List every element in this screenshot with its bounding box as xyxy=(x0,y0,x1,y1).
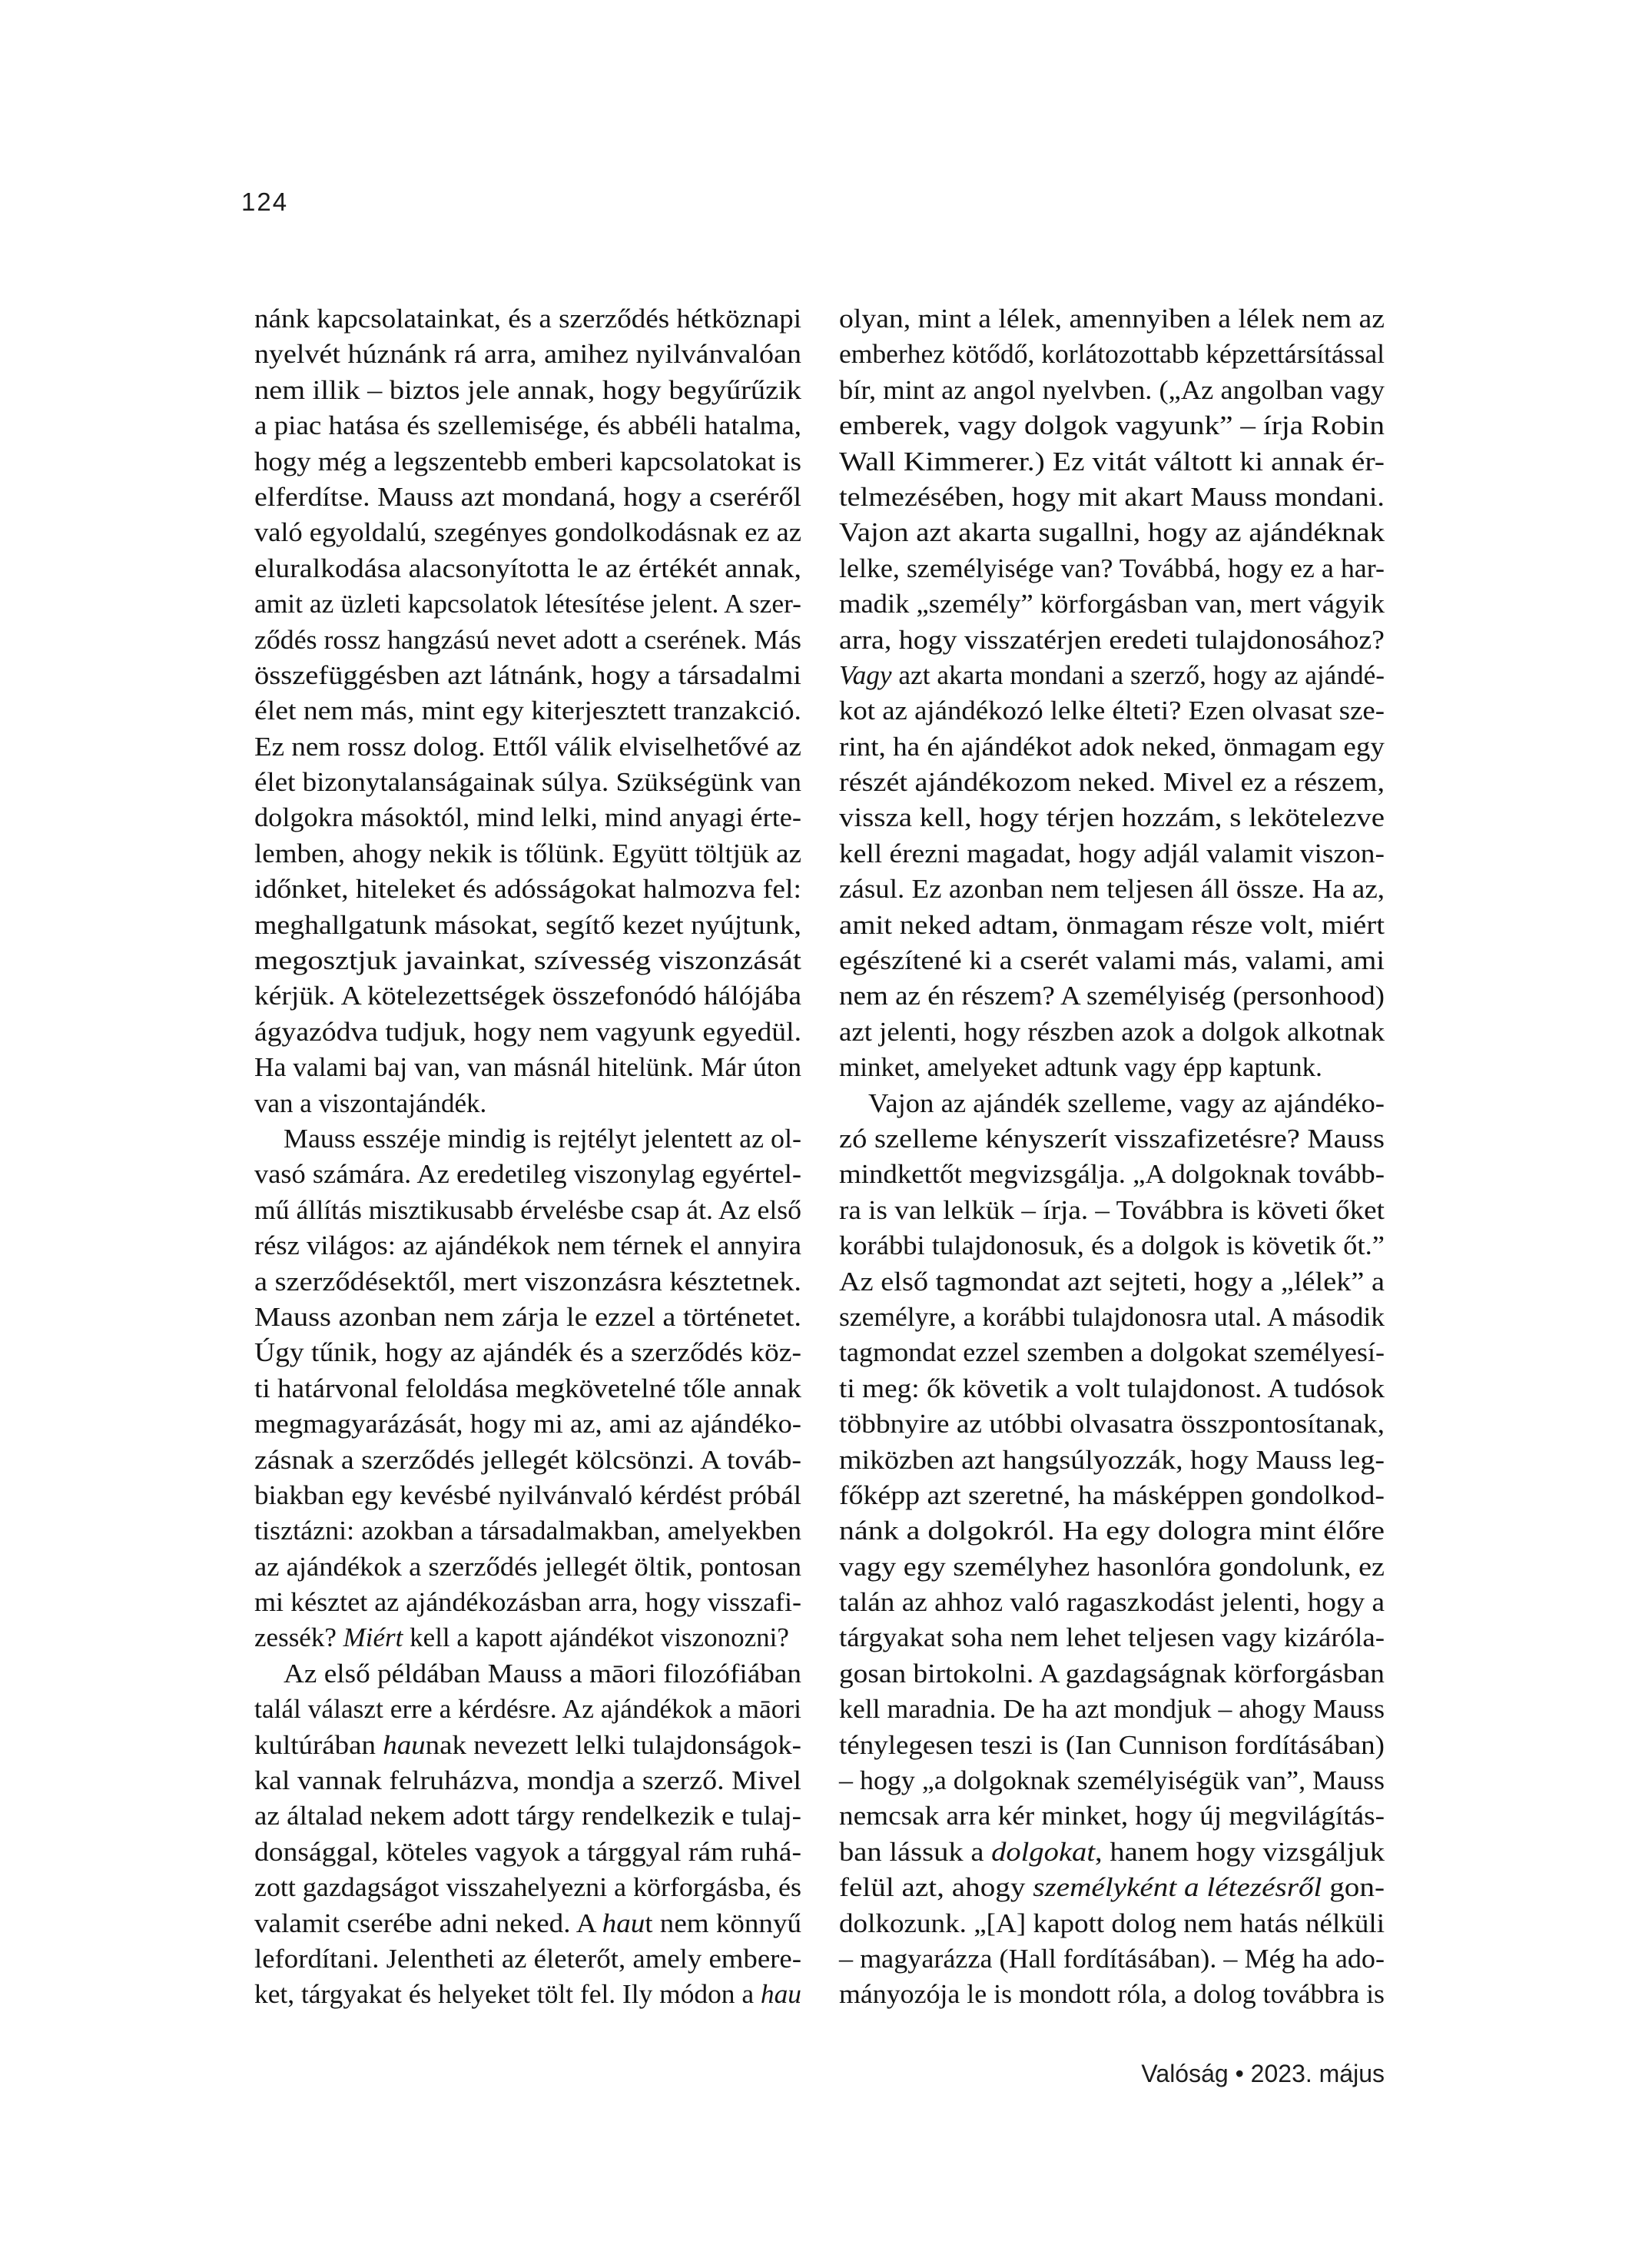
text-line xyxy=(839,1478,1385,1513)
text-line xyxy=(839,480,1385,515)
text-line xyxy=(254,729,801,765)
text-line xyxy=(254,586,801,622)
text-line xyxy=(839,1906,1385,1941)
text-line-content: való egyoldalú, szegényes gondolkodásnak ez az xyxy=(254,517,801,548)
text-line-content: nem illik – biztos jele annak, hogy begyűrűzik xyxy=(254,374,801,405)
text-line-content: a piac hatása és szellemisége, és abbéli hatalma, xyxy=(254,410,801,441)
text-line xyxy=(254,1656,801,1692)
text-line-content: kal vannak felruházva, mondja a szerző. Mivel xyxy=(254,1765,801,1796)
text-line xyxy=(254,836,801,872)
text-line-content: élet nem más, mint egy kiterjesztett tranzakció. xyxy=(254,696,801,726)
text-line xyxy=(254,1585,801,1620)
journal-footer: Valóság • 2023. május xyxy=(1141,2060,1385,2087)
text-line-content: ti meg: ők követik a volt tulajdonost. A tudósok xyxy=(839,1373,1385,1403)
text-line xyxy=(254,872,801,907)
text-line xyxy=(254,1050,801,1085)
text-line xyxy=(839,1335,1385,1370)
text-line-content: madik „személy” körforgásban van, mert vágyik xyxy=(839,589,1385,619)
text-line-content: vissza kell, hogy térjen hozzám, s lekötelezve xyxy=(839,802,1385,833)
text-line-content: dolgokra másoktól, mind lelki, mind anyagi érte- xyxy=(254,802,801,833)
text-line-content: mi késztet az ajándékozásban arra, hogy visszafi- xyxy=(254,1587,801,1618)
text-line-content: Wall Kimmerer.) Ez vitát váltott ki annak ér- xyxy=(839,446,1385,477)
text-line-content: tagmondat ezzel szemben a dolgokat személyesí- xyxy=(839,1337,1385,1368)
text-line-content: többnyire az utóbbi olvasatra összpontosítanak, xyxy=(839,1409,1385,1439)
column-left xyxy=(254,301,801,2013)
text-line xyxy=(839,444,1385,480)
text-line xyxy=(254,1086,801,1121)
text-line xyxy=(254,337,801,372)
text-line-content: a szerződésektől, mert viszonzásra késztetnek. xyxy=(254,1266,801,1297)
text-line-content: megosztjuk javainkat, szívesség viszonzását xyxy=(254,945,801,976)
text-line xyxy=(839,1763,1385,1798)
text-line-content: élet bizonytalanságainak súlya. Szükségünk van xyxy=(254,767,801,798)
text-line-content: emberhez kötődő, korlátozottabb képzettársítással xyxy=(839,339,1385,370)
text-line xyxy=(839,1050,1385,1085)
text-line-content: azt jelenti, hogy részben azok a dolgok alkotnak xyxy=(839,1016,1385,1047)
text-line-content: elferdítse. Mauss azt mondaná, hogy a cseréről xyxy=(254,481,801,512)
text-line xyxy=(839,1086,1385,1121)
text-line-content: zessék? Miért kell a kapott ajándékot viszonozni? xyxy=(254,1622,789,1653)
text-line-content: tisztázni: azokban a társadalmakban, amelyekben xyxy=(254,1516,801,1546)
text-line xyxy=(254,943,801,978)
text-line-content: – hogy „a dolgoknak személyiségük van”, Mauss xyxy=(839,1765,1385,1796)
text-line-content: nemcsak arra kér minket, hogy új megvilágítás- xyxy=(839,1801,1385,1831)
text-line xyxy=(254,1406,801,1442)
text-line-content: Ez nem rossz dolog. Ettől válik elviselhetővé az xyxy=(254,731,801,762)
text-line xyxy=(254,1371,801,1406)
text-line xyxy=(839,693,1385,729)
text-line xyxy=(839,1157,1385,1192)
text-line-content: talán az ahhoz való ragaszkodást jelenti, hogy a xyxy=(839,1587,1385,1618)
text-line-content: az általad nekem adott tárgy rendelkezik e tulaj- xyxy=(254,1801,801,1831)
text-line xyxy=(254,1121,801,1157)
text-line-content: zásul. Ez azonban nem teljesen áll össze. Ha az, xyxy=(839,874,1385,905)
text-line-content: kell maradnia. De ha azt mondjuk – ahogy Mauss xyxy=(839,1694,1385,1725)
text-line xyxy=(839,1977,1385,2012)
text-line xyxy=(254,1977,801,2012)
text-line-content: nánk a dolgokról. Ha egy dologra mint élőre xyxy=(839,1516,1385,1546)
text-line xyxy=(839,515,1385,550)
text-line-content: tárgyakat soha nem lehet teljesen vagy kizáróla- xyxy=(839,1622,1385,1653)
text-line xyxy=(254,1870,801,1905)
text-line xyxy=(839,1585,1385,1620)
text-line-content: Vagy azt akarta mondani a szerző, hogy az ajándé- xyxy=(839,659,1385,690)
text-line-content: Az első példában Mauss a māori filozófiában xyxy=(284,1658,801,1689)
text-line-content: időnket, hiteleket és adósságokat halmozva fel: xyxy=(254,874,801,905)
text-line-content: mű állítás misztikusabb érvelésbe csap át. Az első xyxy=(254,1194,801,1225)
text-line xyxy=(254,1798,801,1834)
text-line xyxy=(839,658,1385,693)
text-line xyxy=(839,978,1385,1014)
text-line xyxy=(254,1443,801,1478)
text-line-content: dolkozunk. „[A] kapott dolog nem hatás nélküli xyxy=(839,1908,1385,1938)
text-line-content: Az első tagmondat azt sejteti, hogy a „lélek” a xyxy=(839,1266,1385,1297)
text-line xyxy=(839,800,1385,835)
text-line-content: gosan birtokolni. A gazdagságnak körforgásban xyxy=(839,1658,1385,1689)
text-line xyxy=(839,1513,1385,1549)
text-line-content: minket, amelyeket adtunk vagy épp kaptunk. xyxy=(839,1052,1322,1083)
text-line-content: nánk kapcsolatainkat, és a szerződés hétköznapi xyxy=(254,304,801,334)
text-line-content: ra is van lelkük – írja. – Továbbra is követi őket xyxy=(839,1194,1385,1225)
text-line xyxy=(254,1513,801,1549)
text-line xyxy=(839,943,1385,978)
text-line xyxy=(839,301,1385,337)
text-line xyxy=(254,1478,801,1513)
text-line-content: Mauss esszéje mindig is rejtélyt jelentett az ol- xyxy=(284,1123,801,1154)
text-line xyxy=(839,908,1385,943)
text-line-content: kultúrában haunak nevezett lelki tulajdonságok- xyxy=(254,1729,801,1760)
text-line-content: főképp azt szeretné, ha másképpen gondolkod- xyxy=(839,1479,1385,1510)
text-line xyxy=(254,908,801,943)
text-line xyxy=(839,337,1385,372)
text-line-content: donsággal, köteles vagyok a tárggyal rám ruhá- xyxy=(254,1836,801,1867)
text-line-content: részét ajándékozom neked. Mivel ez a részem, xyxy=(839,767,1385,798)
text-line-content: lelke, személyisége van? Továbbá, hogy ez a har- xyxy=(839,553,1385,583)
text-line-content: összefüggésben azt látnánk, hogy a társadalmi xyxy=(254,659,801,690)
text-line-content: személyre, a korábbi tulajdonosra utal. A második xyxy=(839,1301,1385,1332)
text-line xyxy=(839,1264,1385,1300)
text-line-content: lemben, ahogy nekik is tőlünk. Együtt töltjük az xyxy=(254,838,801,868)
text-line xyxy=(839,1443,1385,1478)
text-line xyxy=(254,1157,801,1192)
text-line-content: amit az üzleti kapcsolatok létesítése jelent. A szer- xyxy=(254,589,801,619)
text-line xyxy=(839,836,1385,872)
text-line xyxy=(254,1941,801,1977)
text-line-content: bír, mint az angol nyelvben. („Az angolban vagy xyxy=(839,374,1385,405)
text-line xyxy=(254,515,801,550)
text-line-content: hogy még a legszentebb emberi kapcsolatokat is xyxy=(254,446,801,477)
text-line xyxy=(839,1193,1385,1228)
text-line xyxy=(839,586,1385,622)
text-line xyxy=(254,1549,801,1585)
text-line-content: az ajándékok a szerződés jellegét öltik, pontosan xyxy=(254,1551,801,1582)
text-line xyxy=(254,1835,801,1870)
text-line-content: van a viszontajándék. xyxy=(254,1088,487,1118)
text-line-content: talál választ erre a kérdésre. Az ajándékok a māori xyxy=(254,1694,801,1725)
text-line-content: nyelvét húznánk rá arra, amihez nyilvánvalóan xyxy=(254,339,801,370)
text-line xyxy=(254,1692,801,1727)
text-line xyxy=(839,551,1385,586)
text-line-content: zó szelleme kényszerít visszafizetésre? Mauss xyxy=(839,1123,1385,1154)
text-line-content: ban lássuk a dolgokat, hanem hogy vizsgáljuk xyxy=(839,1836,1385,1867)
text-line xyxy=(254,1014,801,1050)
text-line-content: Vajon az ajándék szelleme, vagy az ajándéko- xyxy=(868,1088,1385,1118)
text-line-content: zott gazdagságot visszahelyezni a körforgásba, és xyxy=(254,1872,801,1903)
text-line-content: mányozója le is mondott róla, a dolog továbbra is xyxy=(839,1979,1385,2010)
text-line-content: megmagyarázását, hogy mi az, ami az ajándéko- xyxy=(254,1409,801,1439)
text-line xyxy=(254,551,801,586)
text-line xyxy=(839,872,1385,907)
text-line xyxy=(839,1870,1385,1905)
text-line xyxy=(254,444,801,480)
text-line-content: telmezésében, hogy mit akart Mauss mondani. xyxy=(839,481,1385,512)
text-line xyxy=(839,1656,1385,1692)
text-line xyxy=(839,1406,1385,1442)
text-line xyxy=(254,765,801,800)
text-line-content: rint, ha én ajándékot adok neked, önmagam egy xyxy=(839,731,1385,762)
text-line xyxy=(839,1549,1385,1585)
text-line-content: korábbi tulajdonosuk, és a dolgok is követik őt.” xyxy=(839,1230,1385,1261)
text-line xyxy=(254,480,801,515)
text-line-content: zásnak a szerződés jellegét kölcsönzi. A továb- xyxy=(254,1444,801,1475)
text-line-content: olyan, mint a lélek, amennyiben a lélek nem az xyxy=(839,304,1385,334)
text-line-content: Ha valami baj van, van másnál hitelünk. Már úton xyxy=(254,1052,801,1083)
text-line-content: felül azt, ahogy személyként a létezésről gon- xyxy=(839,1872,1385,1903)
page-number: 124 xyxy=(241,188,289,216)
text-line xyxy=(839,1798,1385,1834)
text-line-content: mindkettőt megvizsgálja. „A dolgoknak tovább- xyxy=(839,1159,1385,1190)
text-line xyxy=(254,693,801,729)
text-line xyxy=(839,1620,1385,1655)
text-line xyxy=(254,301,801,337)
text-line-content: amit neked adtam, önmagam része volt, miért xyxy=(839,909,1385,940)
text-line-content: arra, hogy visszatérjen eredeti tulajdonosához? xyxy=(839,624,1385,655)
text-line xyxy=(839,1941,1385,1977)
column-right xyxy=(839,301,1385,2013)
text-line-content: kell érezni magadat, hogy adjál valamit viszon- xyxy=(839,838,1385,868)
text-line-content: miközben azt hangsúlyozzák, hogy Mauss leg- xyxy=(839,1444,1385,1475)
text-line xyxy=(254,408,801,443)
text-line-content: ténylegesen teszi is (Ian Cunnison fordításában) xyxy=(839,1729,1385,1760)
text-line-content: biakban egy kevésbé nyilvánvaló kérdést próbál xyxy=(254,1479,801,1510)
text-line-content: kérjük. A kötelezettségek összefonódó hálójába xyxy=(254,981,801,1011)
text-line xyxy=(839,1228,1385,1264)
text-line xyxy=(254,623,801,658)
text-line xyxy=(254,1620,801,1655)
text-line xyxy=(839,1728,1385,1763)
text-line-content: Vajon azt akarta sugallni, hogy az ajándéknak xyxy=(839,517,1385,548)
text-line-content: ti határvonal feloldása megkövetelné tőle annak xyxy=(254,1373,801,1403)
text-line xyxy=(839,1692,1385,1727)
text-line xyxy=(254,1335,801,1370)
text-line-content: vagy egy személyhez hasonlóra gondolunk, ez xyxy=(839,1551,1385,1582)
text-line xyxy=(254,1264,801,1300)
text-line-content: valamit cserébe adni neked. A haut nem könnyű xyxy=(254,1908,801,1938)
text-line xyxy=(254,1728,801,1763)
text-line xyxy=(839,1835,1385,1870)
text-line xyxy=(254,1300,801,1335)
text-line xyxy=(254,1763,801,1798)
text-line xyxy=(839,1121,1385,1157)
text-line xyxy=(254,373,801,408)
text-line-content: meghallgatunk másokat, segítő kezet nyújtunk, xyxy=(254,909,801,940)
text-line-content: ződés rossz hangzású nevet adott a cserének. Más xyxy=(254,624,801,655)
text-line xyxy=(254,658,801,693)
text-line xyxy=(839,373,1385,408)
text-line xyxy=(254,800,801,835)
text-line-content: egészítené ki a cserét valami más, valami, ami xyxy=(839,945,1385,976)
text-line-content: nem az én részem? A személyiség (personhood) xyxy=(839,981,1385,1011)
text-line-content: rész világos: az ajándékok nem térnek el annyira xyxy=(254,1230,801,1261)
text-line-content: ket, tárgyakat és helyeket tölt fel. Ily módon a hau xyxy=(254,1979,801,2010)
text-line-content: ágyazódva tudjuk, hogy nem vagyunk egyedül. xyxy=(254,1016,801,1047)
text-line-content: Úgy tűnik, hogy az ajándék és a szerződés köz- xyxy=(254,1337,801,1368)
text-line-content: emberek, vagy dolgok vagyunk” – írja Robin xyxy=(839,410,1385,441)
text-line xyxy=(254,1906,801,1941)
text-line-content: lefordítani. Jelentheti az életerőt, amely embere- xyxy=(254,1943,801,1974)
text-line-content: Mauss azonban nem zárja le ezzel a történetet. xyxy=(254,1301,801,1332)
text-line-content: – magyarázza (Hall fordításában). – Még ha ado- xyxy=(839,1943,1385,1974)
text-line xyxy=(254,1193,801,1228)
text-line xyxy=(839,623,1385,658)
text-line xyxy=(839,765,1385,800)
text-line xyxy=(839,1371,1385,1406)
text-line xyxy=(839,408,1385,443)
text-line xyxy=(839,1300,1385,1335)
text-line xyxy=(839,729,1385,765)
text-line xyxy=(839,1014,1385,1050)
text-line xyxy=(254,978,801,1014)
text-line-content: eluralkodása alacsonyította le az értékét annak, xyxy=(254,553,801,583)
text-line xyxy=(254,1228,801,1264)
text-line-content: vasó számára. Az eredetileg viszonylag egyértel- xyxy=(254,1159,801,1190)
text-line-content: kot az ajándékozó lelke élteti? Ezen olvasat sze- xyxy=(839,696,1385,726)
